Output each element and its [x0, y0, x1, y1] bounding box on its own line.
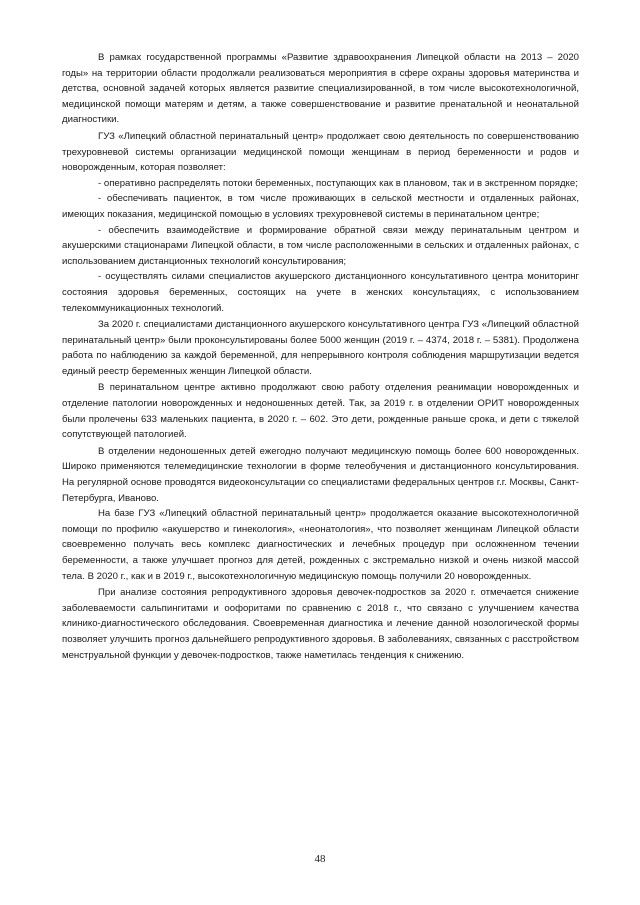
- paragraph-high-tech-care: На базе ГУЗ «Липецкий областной перинатальный центр» продолжается оказание высокотехнологичной помощи по профилю «акушерство и гинекология», «неонатология», что позволяет женщинам Липецкой области своевременно получать весь комплекс диагностических и лечебных процедур при осложненном течении беременности, а также улучшает прогноз для детей, рожденных с экстремально низкой и очень низкой массой тела. В 2020 г., как и в 2019 г., высокотехнологичную медицинскую помощь получили 20 новорожденных.: [62, 508, 579, 582]
- list-item-flows: - оперативно распределять потоки беременных, поступающих как в плановом, так и в экстренном порядке;: [98, 177, 578, 189]
- list-item-patients: - обеспечивать пациенток, в том числе проживающих в сельской местности и отдаленных районах, имеющих показания, медицинской помощью в условиях трехуровневой системы в перинатальном центре;: [62, 193, 579, 220]
- paragraph-adolescent-health: При анализе состояния репродуктивного здоровья девочек-подростков за 2020 г. отмечается снижение заболеваемости сальпингитами и оофоритами по сравнению с 2018 г., что связано с улучшением качества клинико-диагностического обследования. Своевременная диагностика и лечение данной нозологической формы позволяет улучшить прогноз дальнейшего репродуктивного здоровья. В заболеваниях, связанных с расстройством менструальной функции у девочек-подростков, также наметилась тенденция к снижению.: [62, 587, 579, 661]
- list-item-monitoring: - осуществлять силами специалистов акушерского дистанционного консультативного центра мониторинг состояния здоровья беременных, состоящих на учете в женских консультациях, с использованием телекоммуникационных технологий.: [62, 271, 579, 314]
- paragraph-premature-department: В отделении недоношенных детей ежегодно получают медицинскую помощь более 600 новорожденных. Широко применяются телемедицинские технологии в форме телеобучения и дистанционного консультирования. На регулярной основе проводятся видеоконсультации со специалистами федеральных центров г.г. Москвы, Санкт-Петербурга, Иваново.: [62, 445, 579, 504]
- paragraph-consultations-2020: За 2020 г. специалистами дистанционного акушерского консультативного центра ГУЗ «Липецкий областной перинатальный центр» были проконсультированы более 5000 женщин (2019 г. – 4374, 2018 г. – 5381). Продолжена работа по наблюдению за каждой беременной, для непрерывного контроля соблюдения маршрутизации ведется единый реестр беременных женщин Липецкой области.: [62, 319, 579, 377]
- paragraph-perinatal-center: ГУЗ «Липецкий областной перинатальный центр» продолжает свою деятельность по совершенствованию трехуровневой системы организации медицинской помощи женщинам в период беременности и родов и новорожденным, которая позволяет:: [62, 130, 579, 174]
- page-number: 48: [314, 853, 326, 865]
- paragraph-neonatal-resuscitation: В перинатальном центре активно продолжают свою работу отделения реанимации новорожденных и отделение патологии новорожденных и недоношенных детей. Так, за 2019 г. в отделении ОРИТ новорожденных были пролечены 633 маленьких пациента, в 2020 г. – 602. Это дети, рожденные раньше срока, и дети с тяжелой сопутствующей патологией.: [62, 382, 579, 441]
- list-item-interaction: - обеспечить взаимодействие и формирование обратной связи между перинатальным центром и акушерскими стационарами Липецкой области, в том числе расположенными в сельских и отдаленных районах, с использованием дистанционных технологий консультирования;: [62, 224, 579, 267]
- page-body: [62, 50, 579, 663]
- paragraph-program: В рамках государственной программы «Развитие здравоохранения Липецкой области на 2013 – 2020 годы» на территории области продолжали реализоваться мероприятия в сфере охраны здоровья материнства и детства, основной задачей которых является развитие специализированной, в том числе высокотехнологичной, медицинской помощи матерям и детям, а также совершенствование и развитие пренатальной и неонатальной диагностики.: [62, 52, 579, 126]
